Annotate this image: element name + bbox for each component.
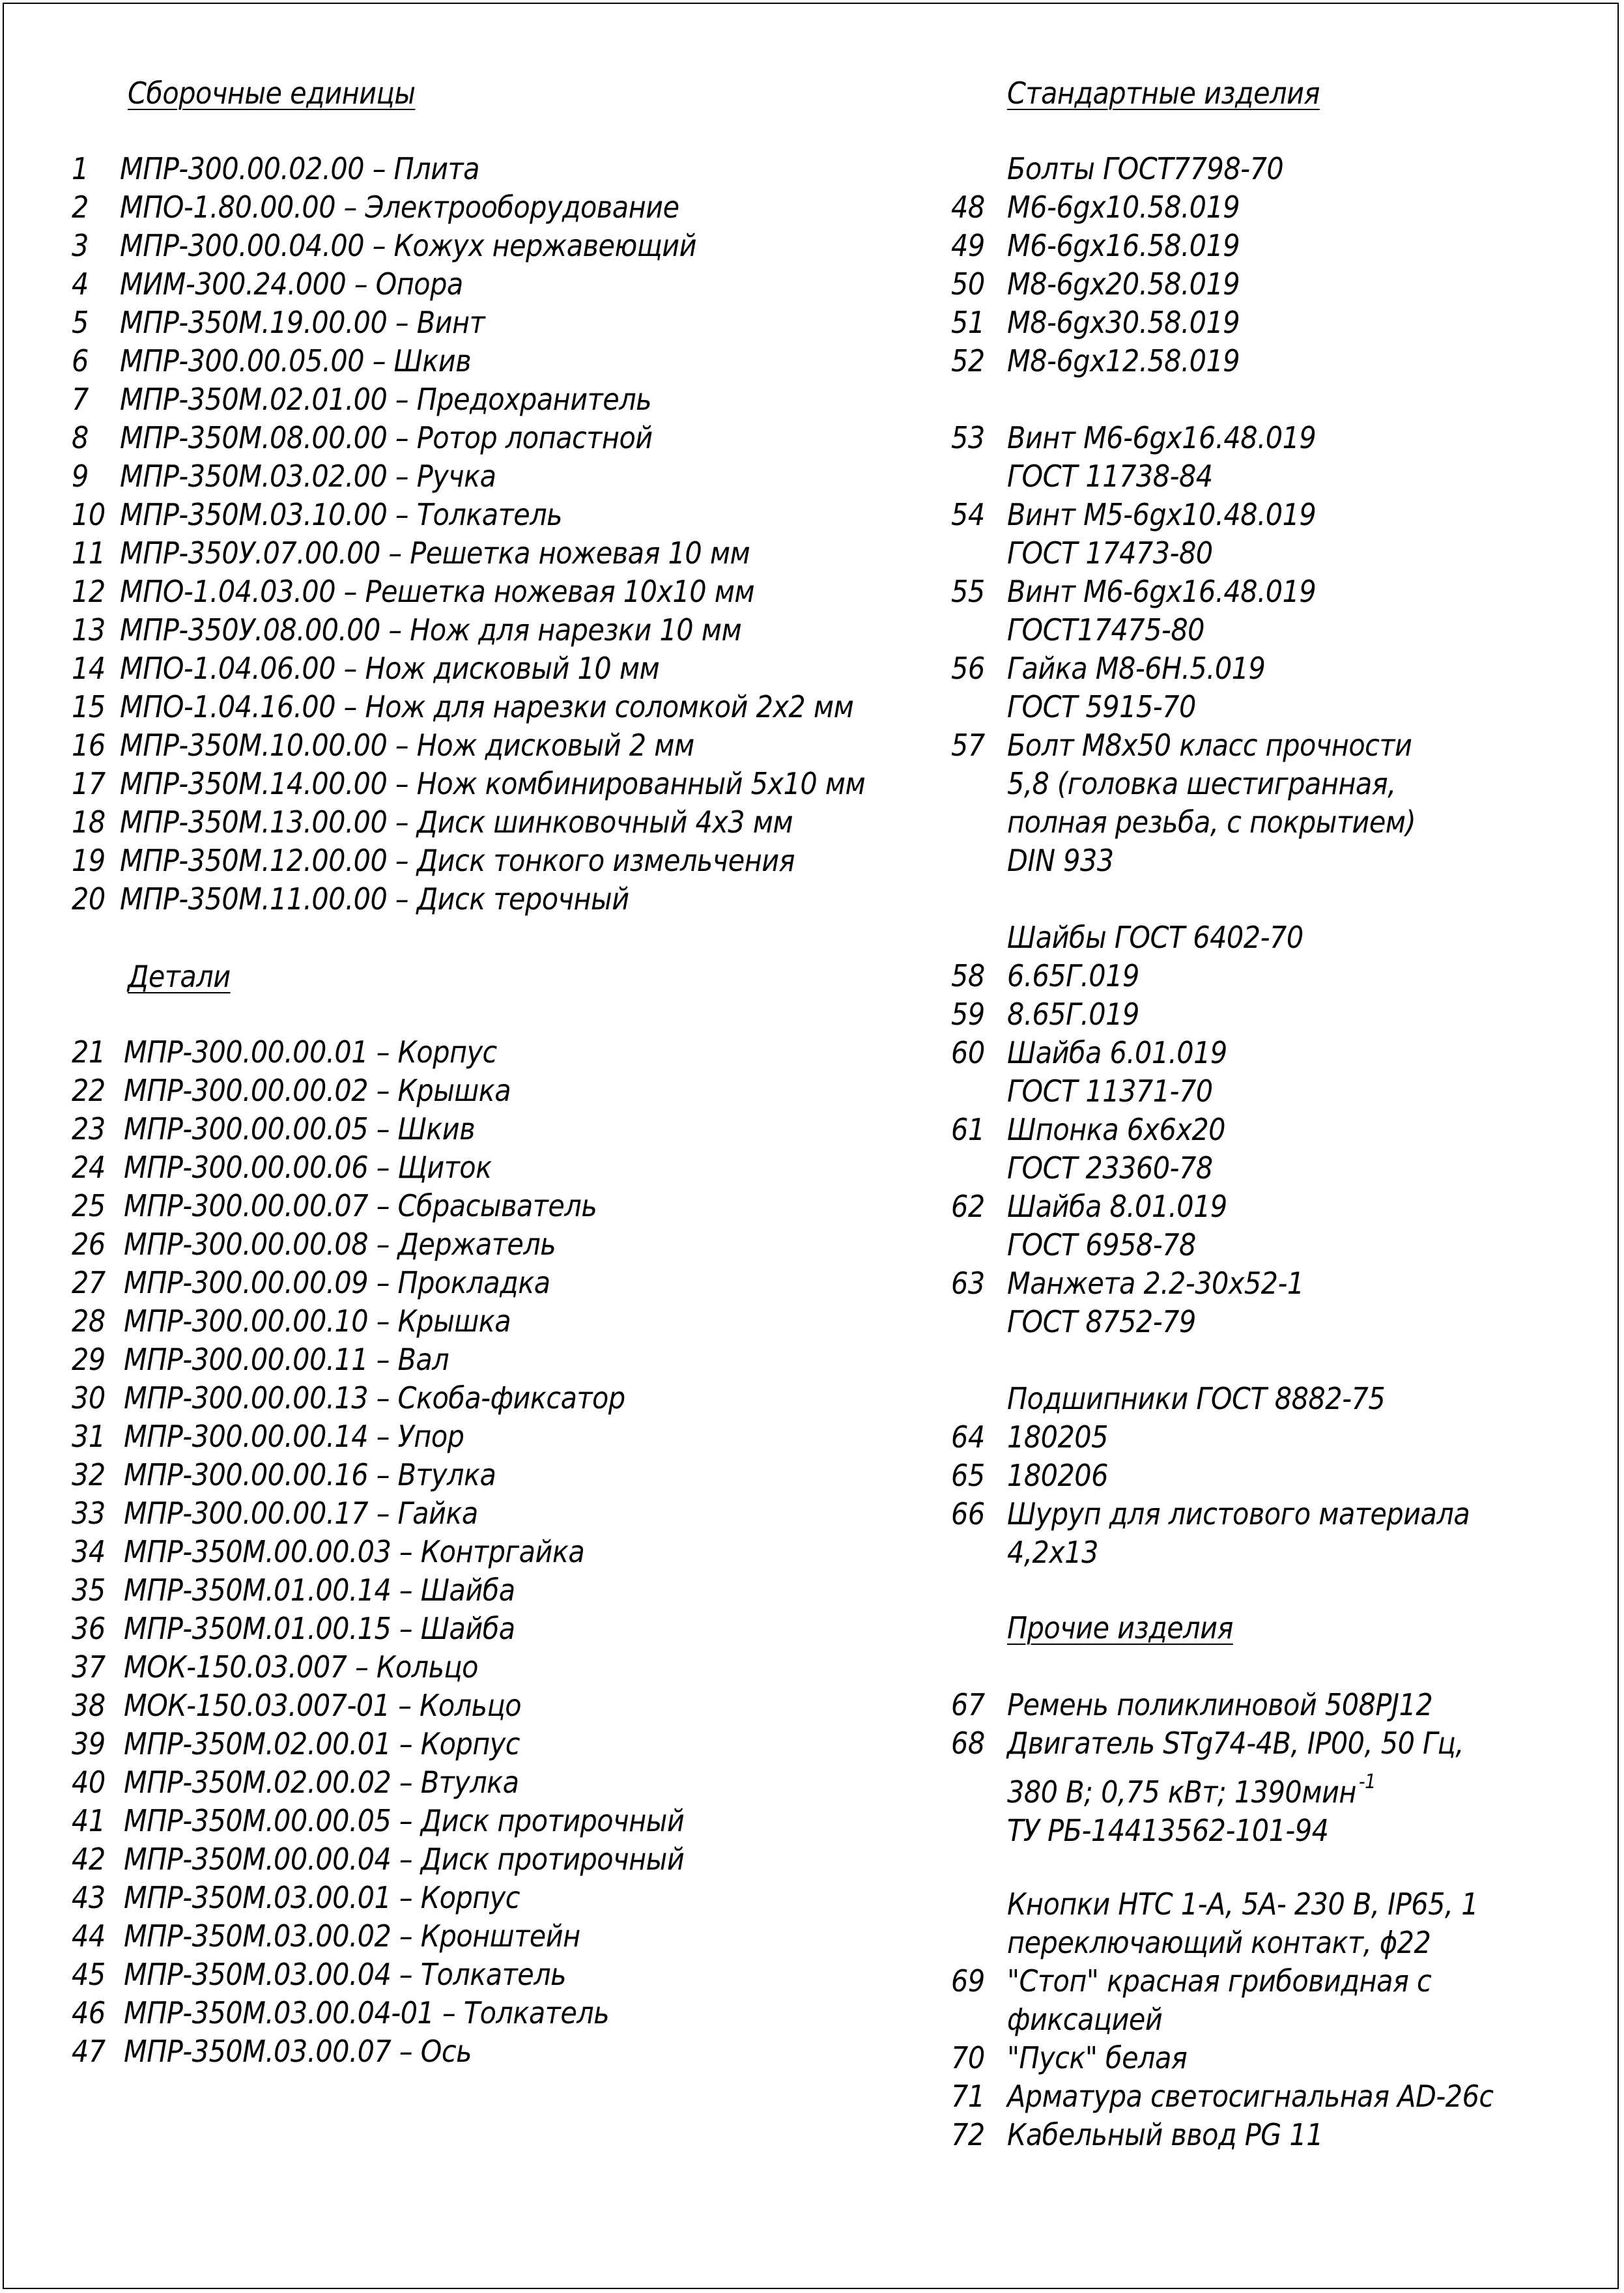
list-item-4 bbox=[72, 265, 463, 304]
item-number: 54 bbox=[951, 497, 985, 532]
list-item-29 bbox=[72, 1341, 449, 1379]
item-text: МПО-1.04.06.00 – Нож дисковый 10 мм bbox=[120, 651, 660, 686]
drawing-sheet bbox=[3, 3, 1619, 2289]
item-text: Манжета 2.2-30х52-1 bbox=[1007, 1266, 1304, 1301]
list-item-continuation bbox=[951, 457, 1213, 496]
item-number: 40 bbox=[72, 1765, 106, 1800]
list-item-15 bbox=[72, 688, 853, 726]
item-number: 26 bbox=[72, 1227, 106, 1262]
item-number: 71 bbox=[951, 2079, 985, 2114]
item-number: 27 bbox=[72, 1265, 106, 1300]
list-item-68-line-2 bbox=[1007, 1773, 1376, 1816]
item-text: ГОСТ 23360-78 bbox=[1007, 1150, 1213, 1186]
item-text: МПР-300.00.00.08 – Держатель bbox=[124, 1227, 556, 1262]
list-item-continuation bbox=[951, 1149, 1213, 1188]
item-text: МПР-300.00.04.00 – Кожух нержавеющий bbox=[120, 228, 697, 263]
item-number: 48 bbox=[951, 190, 985, 225]
item-number: 28 bbox=[72, 1303, 106, 1339]
item-number: 72 bbox=[951, 2117, 985, 2152]
item-text: МПР-350М.02.01.00 – Предохранитель bbox=[120, 382, 652, 417]
list-item-47 bbox=[72, 2032, 472, 2071]
list-item-70 bbox=[951, 2039, 1187, 2077]
item-text: "Стоп" красная грибовидная с bbox=[1007, 1963, 1432, 1999]
bearings-title: Подшипники ГОСТ 8882-75 bbox=[1007, 1381, 1386, 1416]
item-text: МПР-300.00.00.10 – Крышка bbox=[124, 1303, 511, 1339]
item-text: ГОСТ 11371-70 bbox=[1007, 1074, 1213, 1109]
bolts-title: Болты ГОСТ7798-70 bbox=[1007, 151, 1284, 186]
list-item-44 bbox=[72, 1917, 580, 1956]
list-item-continuation bbox=[951, 842, 1114, 880]
item-number: 53 bbox=[951, 420, 985, 455]
washers-title: Шайбы ГОСТ 6402-70 bbox=[1007, 920, 1303, 955]
item-text: М8-6gх20.58.019 bbox=[1007, 266, 1240, 302]
item-number: 14 bbox=[72, 651, 106, 686]
item-number: 15 bbox=[72, 689, 106, 724]
item-number: 56 bbox=[951, 651, 985, 686]
item-text: МПР-350М.10.00.00 – Нож дисковый 2 мм bbox=[120, 728, 694, 763]
item-number: 8 bbox=[72, 420, 89, 455]
list-item-continuation bbox=[951, 1072, 1213, 1111]
item-text: МПР-350У.07.00.00 – Решетка ножевая 10 мм bbox=[120, 535, 750, 571]
list-item-20 bbox=[72, 880, 629, 919]
item-number: 3 bbox=[72, 228, 89, 263]
item-text: МПР-350М.03.10.00 – Толкатель bbox=[120, 497, 563, 532]
item-text: МИМ-300.24.000 – Опора bbox=[120, 266, 463, 302]
list-item-38 bbox=[72, 1687, 521, 1725]
item-number: 35 bbox=[72, 1573, 106, 1608]
list-item-33 bbox=[72, 1494, 478, 1533]
list-item-17 bbox=[72, 765, 865, 803]
item-number: 7 bbox=[72, 382, 89, 417]
item-text: 4,2х13 bbox=[1007, 1535, 1098, 1570]
item-number: 55 bbox=[951, 574, 985, 609]
item-text: "Пуск" белая bbox=[1007, 2040, 1188, 2075]
item-number: 63 bbox=[951, 1266, 985, 1301]
list-item-49 bbox=[951, 227, 1240, 265]
list-item-40 bbox=[72, 1763, 519, 1802]
item-text: МПР-350М.03.00.04-01 – Толкатель bbox=[124, 1995, 610, 2030]
item-number: 22 bbox=[72, 1073, 106, 1108]
item-text: 5,8 (головка шестигранная, bbox=[1007, 766, 1396, 801]
item-text: 380 В; 0,75 кВт; 1390мин bbox=[1007, 1774, 1356, 1810]
item-number: 59 bbox=[951, 997, 985, 1032]
list-item-67 bbox=[951, 1686, 1432, 1724]
item-text: Болт М8х50 класс прочности bbox=[1007, 728, 1412, 763]
item-number: 18 bbox=[72, 805, 106, 840]
item-text: МПР-300.00.00.02 – Крышка bbox=[124, 1073, 511, 1108]
list-item-65 bbox=[951, 1457, 1108, 1495]
item-text: МПР-350М.01.00.15 – Шайба bbox=[124, 1611, 515, 1646]
item-number: 17 bbox=[72, 766, 106, 801]
list-item-45 bbox=[72, 1956, 566, 1994]
list-item-continuation bbox=[951, 1303, 1196, 1341]
item-number: 5 bbox=[72, 305, 89, 340]
list-item-69 bbox=[951, 1962, 1431, 2001]
list-item-63 bbox=[951, 1264, 1304, 1303]
item-text: МПР-350М.00.00.03 – Контргайка bbox=[124, 1534, 585, 1569]
list-item-1 bbox=[72, 150, 479, 188]
item-text: Арматура светосигнальная AD-26c bbox=[1007, 2079, 1494, 2114]
item-text: МПР-300.00.00.13 – Скоба-фиксатор bbox=[124, 1380, 625, 1416]
item-text: М8-6gх30.58.019 bbox=[1007, 305, 1240, 340]
item-text: Шайба 8.01.019 bbox=[1007, 1189, 1227, 1224]
list-item-37 bbox=[72, 1648, 478, 1687]
item-number: 11 bbox=[72, 535, 106, 571]
list-item-36 bbox=[72, 1610, 515, 1648]
item-text: 180206 bbox=[1007, 1458, 1108, 1493]
list-item-2 bbox=[72, 188, 679, 227]
item-number: 58 bbox=[951, 958, 985, 993]
list-item-56 bbox=[951, 649, 1265, 688]
item-text: МПР-350М.13.00.00 – Диск шинковочный 4х3 мм bbox=[120, 805, 793, 840]
list-item-7 bbox=[72, 380, 651, 419]
item-number: 16 bbox=[72, 728, 106, 763]
item-text: МОК-150.03.007 – Кольцо bbox=[124, 1649, 478, 1685]
list-item-14 bbox=[72, 649, 659, 688]
list-item-5 bbox=[72, 304, 485, 342]
item-number: 41 bbox=[72, 1803, 106, 1838]
item-text: МПР-300.00.05.00 – Шкив bbox=[120, 343, 472, 378]
item-text: МПР-300.00.00.06 – Щиток bbox=[124, 1150, 492, 1185]
list-item-16 bbox=[72, 726, 694, 765]
list-item-32 bbox=[72, 1456, 496, 1494]
list-item-continuation bbox=[951, 611, 1204, 649]
item-number: 37 bbox=[72, 1649, 106, 1685]
list-item-9 bbox=[72, 457, 496, 496]
item-text: Винт М5-6gх10.48.019 bbox=[1007, 497, 1317, 532]
item-text: МПО-1.04.16.00 – Нож для нарезки соломкой 2х2 мм bbox=[120, 689, 854, 724]
item-number: 32 bbox=[72, 1457, 106, 1492]
item-number: 2 bbox=[72, 190, 89, 225]
item-text: МПР-300.00.00.01 – Корпус bbox=[124, 1034, 497, 1070]
item-text: ГОСТ 11738-84 bbox=[1007, 459, 1213, 494]
list-item-19 bbox=[72, 842, 795, 880]
list-item-22 bbox=[72, 1072, 511, 1110]
item-number: 70 bbox=[951, 2040, 985, 2075]
list-item-54 bbox=[951, 496, 1316, 534]
item-text: МПР-300.00.00.09 – Прокладка bbox=[124, 1265, 550, 1300]
item-number: 9 bbox=[72, 459, 89, 494]
superscript: -1 bbox=[1358, 1771, 1376, 1793]
item-number: 64 bbox=[951, 1419, 985, 1455]
item-number: 30 bbox=[72, 1380, 106, 1416]
list-item-continuation bbox=[951, 765, 1396, 803]
list-item-72 bbox=[951, 2116, 1323, 2154]
item-text: МПР-300.00.00.11 – Вал bbox=[124, 1342, 449, 1377]
item-text: МПР-350М.01.00.14 – Шайба bbox=[124, 1573, 515, 1608]
item-text: МПР-350М.00.00.04 – Диск протирочный bbox=[124, 1842, 685, 1877]
list-item-57 bbox=[951, 726, 1412, 765]
list-item-35 bbox=[72, 1571, 515, 1610]
list-item-continuation bbox=[951, 1533, 1098, 1572]
item-number: 31 bbox=[72, 1419, 106, 1454]
list-item-3 bbox=[72, 227, 696, 265]
list-item-31 bbox=[72, 1417, 464, 1456]
list-item-41 bbox=[72, 1802, 684, 1840]
item-number: 10 bbox=[72, 497, 106, 532]
item-text: МПР-350М.19.00.00 – Винт bbox=[120, 305, 485, 340]
assembly-units-heading: Сборочные единицы bbox=[128, 76, 416, 111]
item-text: МПР-350М.11.00.00 – Диск терочный bbox=[120, 881, 629, 917]
item-number: 24 bbox=[72, 1150, 106, 1185]
list-item-24 bbox=[72, 1148, 492, 1187]
item-text: МПР-350М.03.02.00 – Ручка bbox=[120, 459, 496, 494]
list-item-continuation bbox=[951, 803, 1416, 842]
list-item-21 bbox=[72, 1033, 497, 1072]
item-number: 19 bbox=[72, 843, 106, 878]
item-number: 43 bbox=[72, 1880, 106, 1915]
list-item-59 bbox=[951, 995, 1139, 1034]
item-number: 42 bbox=[72, 1842, 106, 1877]
item-number: 50 bbox=[951, 266, 985, 302]
list-item-62 bbox=[951, 1188, 1227, 1226]
item-text: М8-6gх12.58.019 bbox=[1007, 343, 1240, 378]
item-text: МПР-300.00.00.17 – Гайка bbox=[124, 1496, 478, 1531]
item-text: Двигатель STg74-4B, IP00, 50 Гц, bbox=[1007, 1726, 1464, 1761]
item-number: 49 bbox=[951, 228, 985, 263]
item-number: 60 bbox=[951, 1035, 985, 1070]
item-number: 4 bbox=[72, 266, 89, 302]
list-item-39 bbox=[72, 1725, 520, 1763]
item-text: Винт М6-6gх16.48.019 bbox=[1007, 574, 1317, 609]
item-number: 66 bbox=[951, 1496, 985, 1531]
item-number: 47 bbox=[72, 2034, 106, 2069]
item-text: МПР-350М.03.00.04 – Толкатель bbox=[124, 1957, 567, 1992]
item-number: 69 bbox=[951, 1963, 985, 1999]
list-item-27 bbox=[72, 1264, 550, 1302]
item-text: ГОСТ 5915-70 bbox=[1007, 689, 1196, 724]
list-item-23 bbox=[72, 1110, 475, 1148]
item-text: МПР-300.00.00.14 – Упор bbox=[124, 1419, 464, 1454]
list-item-34 bbox=[72, 1533, 584, 1571]
item-text: 6.65Г.019 bbox=[1007, 958, 1139, 993]
item-number: 57 bbox=[951, 728, 985, 763]
item-text: 180205 bbox=[1007, 1419, 1108, 1455]
list-item-68-line-3: ТУ РБ-14413562-101-94 bbox=[1007, 1813, 1329, 1848]
item-number: 65 bbox=[951, 1458, 985, 1493]
item-text: МОК-150.03.007-01 – Кольцо bbox=[124, 1688, 522, 1723]
list-item-8 bbox=[72, 419, 653, 457]
parts-heading: Детали bbox=[128, 959, 231, 994]
item-text: Кабельный ввод PG 11 bbox=[1007, 2117, 1324, 2152]
item-number: 1 bbox=[72, 151, 89, 186]
list-item-51 bbox=[951, 304, 1240, 342]
item-number: 20 bbox=[72, 881, 106, 917]
item-text: МПО-1.80.00.00 – Электрооборудование bbox=[120, 190, 679, 225]
item-number: 23 bbox=[72, 1111, 106, 1146]
list-item-46 bbox=[72, 1994, 609, 2032]
list-item-58 bbox=[951, 957, 1139, 995]
item-number: 29 bbox=[72, 1342, 106, 1377]
list-item-60 bbox=[951, 1034, 1227, 1072]
buttons-title-line-1: Кнопки НТС 1-А, 5А- 230 В, IP65, 1 bbox=[1007, 1887, 1479, 1922]
item-number: 34 bbox=[72, 1534, 106, 1569]
item-text: Шайба 6.01.019 bbox=[1007, 1035, 1227, 1070]
item-text: МПР-350М.14.00.00 – Нож комбинированный 5х10 мм bbox=[120, 766, 866, 801]
item-text: ГОСТ17475-80 bbox=[1007, 612, 1204, 648]
item-text: МПР-350М.00.00.05 – Диск протирочный bbox=[124, 1803, 685, 1838]
item-text: полная резьба, с покрытием) bbox=[1007, 805, 1416, 840]
item-text: М6-6gх10.58.019 bbox=[1007, 190, 1240, 225]
list-item-48 bbox=[951, 188, 1240, 227]
list-item-continuation bbox=[951, 534, 1213, 573]
item-text: Ремень поликлиновой 508PJ12 bbox=[1007, 1687, 1433, 1722]
item-text: ГОСТ 17473-80 bbox=[1007, 535, 1213, 571]
item-text: МПР-300.00.00.07 – Сбрасыватель bbox=[124, 1188, 597, 1223]
list-item-continuation bbox=[951, 1226, 1196, 1264]
item-text: МПР-350М.12.00.00 – Диск тонкого измельчения bbox=[120, 843, 795, 878]
item-number: 61 bbox=[951, 1112, 985, 1147]
list-item-6 bbox=[72, 342, 471, 380]
item-number: 25 bbox=[72, 1188, 106, 1223]
item-number: 12 bbox=[72, 574, 106, 609]
list-item-continuation bbox=[951, 688, 1196, 726]
list-item-68 bbox=[951, 1724, 1464, 1763]
list-item-64 bbox=[951, 1418, 1108, 1457]
item-text: МПО-1.04.03.00 – Решетка ножевая 10х10 мм bbox=[120, 574, 755, 609]
item-number: 45 bbox=[72, 1957, 106, 1992]
item-text: МПР-350М.08.00.00 – Ротор лопастной bbox=[120, 420, 653, 455]
list-item-18 bbox=[72, 803, 793, 842]
list-item-continuation bbox=[951, 2001, 1162, 2039]
item-number: 44 bbox=[72, 1918, 106, 1954]
item-text: МПР-350У.08.00.00 – Нож для нарезки 10 мм bbox=[120, 612, 742, 648]
item-number: 33 bbox=[72, 1496, 106, 1531]
item-number: 51 bbox=[951, 305, 985, 340]
item-text: МПР-350М.03.00.02 – Кронштейн bbox=[124, 1918, 580, 1954]
item-text: МПР-350М.03.00.01 – Корпус bbox=[124, 1880, 520, 1915]
item-text: МПР-300.00.02.00 – Плита bbox=[120, 151, 479, 186]
buttons-title-line-2: переключающий контакт, ϕ22 bbox=[1007, 1925, 1431, 1960]
item-text: МПР-300.00.00.05 – Шкив bbox=[124, 1111, 476, 1146]
item-text: Шпонка 6х6х20 bbox=[1007, 1112, 1225, 1147]
list-item-61 bbox=[951, 1111, 1225, 1149]
list-item-55 bbox=[951, 573, 1316, 611]
list-item-26 bbox=[72, 1225, 556, 1264]
item-text: ГОСТ 8752-79 bbox=[1007, 1304, 1196, 1339]
item-number: 62 bbox=[951, 1189, 985, 1224]
list-item-71 bbox=[951, 2077, 1494, 2116]
item-number: 67 bbox=[951, 1687, 985, 1722]
item-number: 13 bbox=[72, 612, 106, 648]
item-number: 52 bbox=[951, 343, 985, 378]
list-item-11 bbox=[72, 534, 750, 573]
item-text: МПР-350М.03.00.07 – Ось bbox=[124, 2034, 472, 2069]
list-item-66 bbox=[951, 1495, 1470, 1533]
list-item-12 bbox=[72, 573, 754, 611]
list-item-25 bbox=[72, 1187, 597, 1225]
standard-items-heading: Стандартные изделия bbox=[1007, 76, 1320, 111]
item-number: 46 bbox=[72, 1995, 106, 2030]
item-number: 36 bbox=[72, 1611, 106, 1646]
list-item-43 bbox=[72, 1879, 520, 1917]
item-text: МПР-350М.02.00.02 – Втулка bbox=[124, 1765, 519, 1800]
item-text: ГОСТ 6958-78 bbox=[1007, 1227, 1196, 1262]
list-item-50 bbox=[951, 265, 1240, 304]
item-text: фиксацией bbox=[1007, 2002, 1163, 2037]
list-item-42 bbox=[72, 1840, 684, 1879]
item-number: 39 bbox=[72, 1726, 106, 1761]
item-number: 21 bbox=[72, 1034, 106, 1070]
item-text: МПР-350М.02.00.01 – Корпус bbox=[124, 1726, 520, 1761]
item-text: DIN 933 bbox=[1007, 843, 1114, 878]
item-text: М6-6gх16.58.019 bbox=[1007, 228, 1240, 263]
item-number: 6 bbox=[72, 343, 89, 378]
list-item-53 bbox=[951, 419, 1316, 457]
item-text: Винт М6-6gх16.48.019 bbox=[1007, 420, 1317, 455]
list-item-28 bbox=[72, 1302, 511, 1341]
other-items-heading: Прочие изделия bbox=[1007, 1610, 1233, 1645]
item-number: 38 bbox=[72, 1688, 106, 1723]
item-text: Шуруп для листового материала bbox=[1007, 1496, 1470, 1531]
item-text: Гайка М8-6Н.5.019 bbox=[1007, 651, 1266, 686]
item-number: 68 bbox=[951, 1726, 985, 1761]
list-item-52 bbox=[951, 342, 1240, 380]
list-item-30 bbox=[72, 1379, 625, 1417]
item-text: МПР-300.00.00.16 – Втулка bbox=[124, 1457, 496, 1492]
list-item-13 bbox=[72, 611, 741, 649]
item-text: 8.65Г.019 bbox=[1007, 997, 1139, 1032]
list-item-10 bbox=[72, 496, 562, 534]
